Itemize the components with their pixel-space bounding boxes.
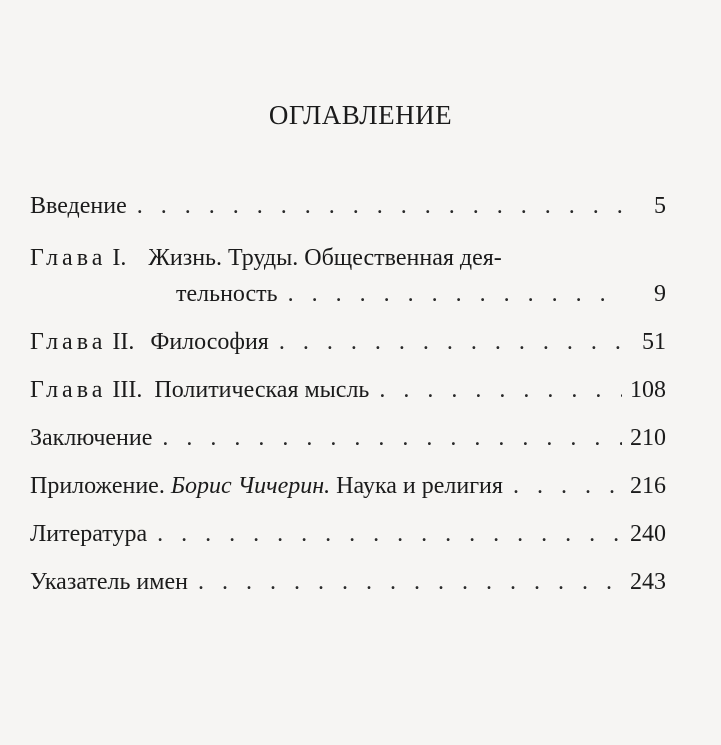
appendix-author: Борис Чичерин. — [170, 473, 331, 499]
appendix-title: Наука и религия — [336, 473, 503, 499]
leader-dots — [198, 558, 622, 606]
toc-page-number: 108 — [630, 377, 666, 403]
toc-entry-name-index — [30, 558, 666, 606]
toc-title: ОГЛАВЛЕНИЕ — [268, 100, 453, 130]
chapter-numeral: III. — [112, 377, 143, 403]
toc-page-number: 243 — [630, 569, 666, 595]
toc-entry-label: Введение — [30, 193, 127, 219]
table-of-contents — [30, 178, 666, 606]
leader-dots — [379, 366, 622, 414]
toc-page-number: 240 — [630, 521, 666, 547]
toc-entry-chapter-1 — [30, 234, 666, 318]
chapter-prefix: Глава — [30, 245, 107, 271]
toc-entry-chapter-2 — [30, 318, 666, 366]
leader-dots — [137, 178, 622, 234]
toc-entry-chapter-3 — [30, 366, 666, 414]
chapter-prefix: Глава — [30, 377, 107, 403]
toc-entry-title: Философия — [150, 329, 269, 355]
toc-page-number: 216 — [630, 473, 666, 499]
toc-entry-label: Заключение — [30, 425, 153, 451]
chapter-numeral: II. — [112, 329, 135, 355]
leader-dots — [157, 510, 622, 558]
leader-dots — [279, 318, 622, 366]
toc-page-number: 51 — [642, 329, 666, 355]
leader-dots — [513, 462, 622, 510]
toc-page-number: 210 — [630, 425, 666, 451]
toc-entry-title-line2: тельность — [176, 281, 278, 307]
toc-entry-literature — [30, 510, 666, 558]
leader-dots — [288, 270, 622, 318]
toc-page-number: 5 — [654, 193, 666, 219]
appendix-label: Приложение. — [30, 473, 165, 499]
toc-entry-appendix — [30, 462, 666, 510]
toc-entry-title-line1: Жизнь. Труды. Общественная дея- — [148, 245, 502, 271]
toc-page-number: 9 — [654, 281, 666, 307]
leader-dots — [162, 414, 622, 462]
toc-entry-title: Политическая мысль — [154, 377, 370, 403]
toc-entry-introduction — [30, 178, 666, 234]
toc-entry-label: Указатель имен — [30, 569, 188, 595]
chapter-prefix: Глава — [30, 329, 107, 355]
chapter-numeral: I. — [112, 245, 127, 271]
toc-entry-conclusion — [30, 414, 666, 462]
toc-entry-label: Литература — [30, 521, 148, 547]
